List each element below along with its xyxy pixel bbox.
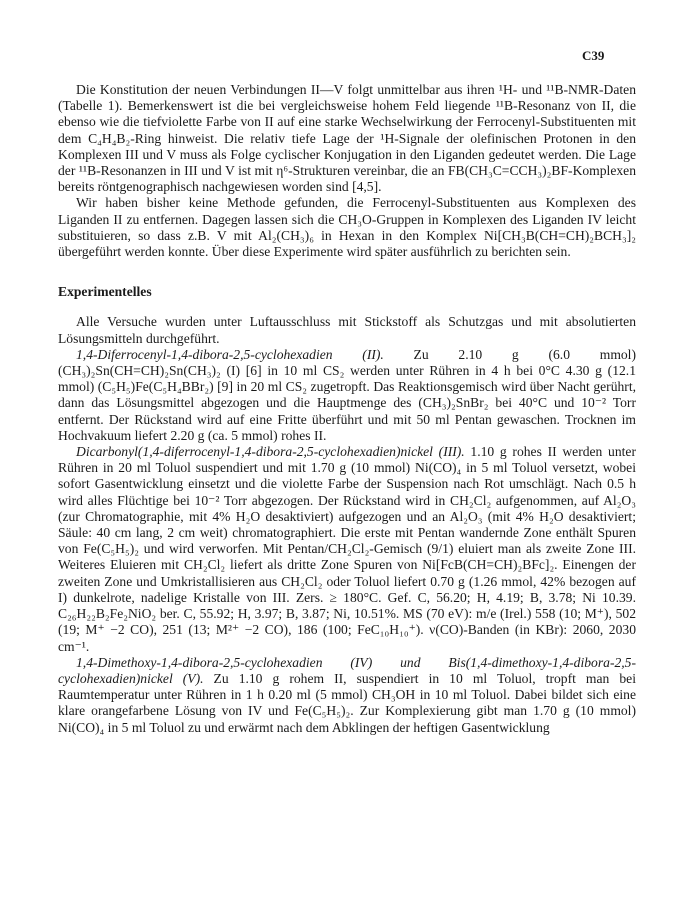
discussion-paragraph-2: Wir haben bisher keine Methode gefunden, die Ferrocenyl-Substituenten aus Komplexen des Liganden II zu entfernen. Dagegen lassen sich die CH₃O-Gruppen in Komplexen des Liganden IV leicht substituieren, so dass z.B. V mit Al₂(CH₃)₆ in Hexan in den Komplex Ni[CH₃B(CH=CH)₂BCH₃]₂ übergeführt werden konnte. Über diese Experimente wird später ausführlich zu berichten sein. [58,195,636,260]
procedure-compound-iv-v [58,655,636,736]
experimental-intro: Alle Versuche wurden unter Luftausschluss mit Stickstoff als Schutzgas und mit absolutierten Lösungsmitteln durchgeführt. [58,314,636,346]
procedure-compound-ii [58,347,636,444]
section-heading-experimental: Experimentelles [58,284,152,300]
procedure-text: Zu 2.10 g (6.0 mmol) (CH₃)₂Sn(CH=CH)₂Sn(CH₃)₂ (I) [6] in 10 ml CS₂ werden unter Rühren in 4 h bei 0°C 4.30 g (12.1 mmol) (C₅H₅)Fe(C₅H₄BBr₂) [9] in 20 ml CS₂ zugetropft. Das Reaktionsgemisch wird über Nacht gerührt, dann das Lösungsmittel abgezogen und die Hauptmenge des (CH₃)₂SnBr₂ bei 40°C und 10⁻² Torr entfernt. Der Rückstand wird auf eine Fritte überführt und mit 50 ml Pentan gewaschen. Trocknen im Hochvakuum liefert 2.20 g (ca. 5 mmol) rohes II. [58,346,636,443]
page-number: C39 [582,48,605,63]
article-body [58,82,636,736]
procedure-compound-iii [58,444,636,655]
procedure-title: 1,4-Diferrocenyl-1,4-dibora-2,5-cyclohexadien (II). [76,346,384,362]
discussion-paragraph-1: Die Konstitution der neuen Verbindungen II—V folgt unmittelbar aus ihren ¹H- und ¹¹B-NMR-Daten (Tabelle 1). Bemerkenswert ist die bei vergleichsweise hohem Feld liegende ¹¹B-Resonanz von II, die ebenso wie die tiefviolette Farbe von II auf eine starke Wechselwirkung der Ferrocenyl-Substituenten mit dem C₄H₄B₂-Ring hinweist. Die relativ tiefe Lage der ¹H-Signale der olefinischen Protonen in den Komplexen III und V muss als Folge cyclischer Konjugation in den Liganden gedeutet werden. Die Lage der ¹¹B-Resonanzen in III und V ist mit η⁶-Strukturen vereinbar, die an FB(CH₃C=CCH₃)₂BF-Komplexen bereits röntgenographisch nachgewiesen worden sind [4,5]. [58,82,636,195]
procedure-title: 1,4-Dimethoxy-1,4-dibora-2,5-cyclohexadien (IV) und Bis(1,4-dimethoxy-1,4-dibora-2,5-cyclohexadien)nickel (V). [58,654,636,686]
procedure-text: Zu 1.10 g rohem II, suspendiert in 10 ml Toluol, tropft man bei Raumtemperatur unter Rühren in 1 h 0.20 ml (5 mmol) CH₃OH in 10 ml Toluol. Dabei bildet sich eine klare orangefarbene Lösung von IV und Fe(C₅H₅)₂. Zur Komplexierung gibt man 1.70 g (10 mmol) Ni(CO)₄ in 5 ml Toluol zu und erwärmt nach dem Abklingen der heftigen Gasentwicklung [58,670,636,735]
procedure-text: 1.10 g rohes II werden unter Rühren in 20 ml Toluol suspendiert und mit 1.70 g (10 mmol) Ni(CO)₄ in 5 ml Toluol versetzt, wobei sofort Gasentwicklung einsetzt und die violette Farbe der Suspension nach Rot umschlägt. Nach 0.5 h wird alles Flüchtige bei 10⁻² Torr abgezogen. Der Rückstand wird in CH₂Cl₂ aufgenommen, auf Al₂O₃ (zur Chromatographie, mit 4% H₂O desaktiviert) aufgezogen und an Al₂O₃ (mit 4% H₂O desaktiviert; Säule: 40 cm lang, 2 cm weit) chromatographiert. Die erste mit Pentan wandernde Zone enthält Spuren von Fe(C₅H₅)₂ und wird verworfen. Mit Pentan/CH₂Cl₂-Gemisch (9/1) eluiert man als zweite Zone III. Weiteres Eluieren mit CH₂Cl₂ liefert als dritte Zone Spuren von Ni[FcB(CH=CH)₂BFc]₂. Einengen der zweiten Zone und Umkristallisieren aus CH₂Cl₂ oder Toluol liefert 0.70 g (1.26 mmol, 42% bezogen auf I) dunkelrote, nadelige Kristalle von III. Zers. ≥ 180°C. Gef. C, 56.20; H, 4.19; B, 3.78; Ni 10.39. C₂₆H₂₂B₂Fe₂NiO₂ ber. C, 55.92; H, 3.97; B, 3.87; Ni, 10.51%. MS (70 eV): m/e (Irel.) 558 (10; M⁺), 502 (19; M⁺ −2 CO), 251 (13; M²⁺ −2 CO), 186 (100; FeC₁₀H₁₀⁺). ν(CO)-Banden (in KBr): 2060, 2030 cm⁻¹. [58,444,636,654]
procedure-title: Dicarbonyl(1,4-diferrocenyl-1,4-dibora-2,5-cyclohexadien)nickel (III). [76,444,465,460]
